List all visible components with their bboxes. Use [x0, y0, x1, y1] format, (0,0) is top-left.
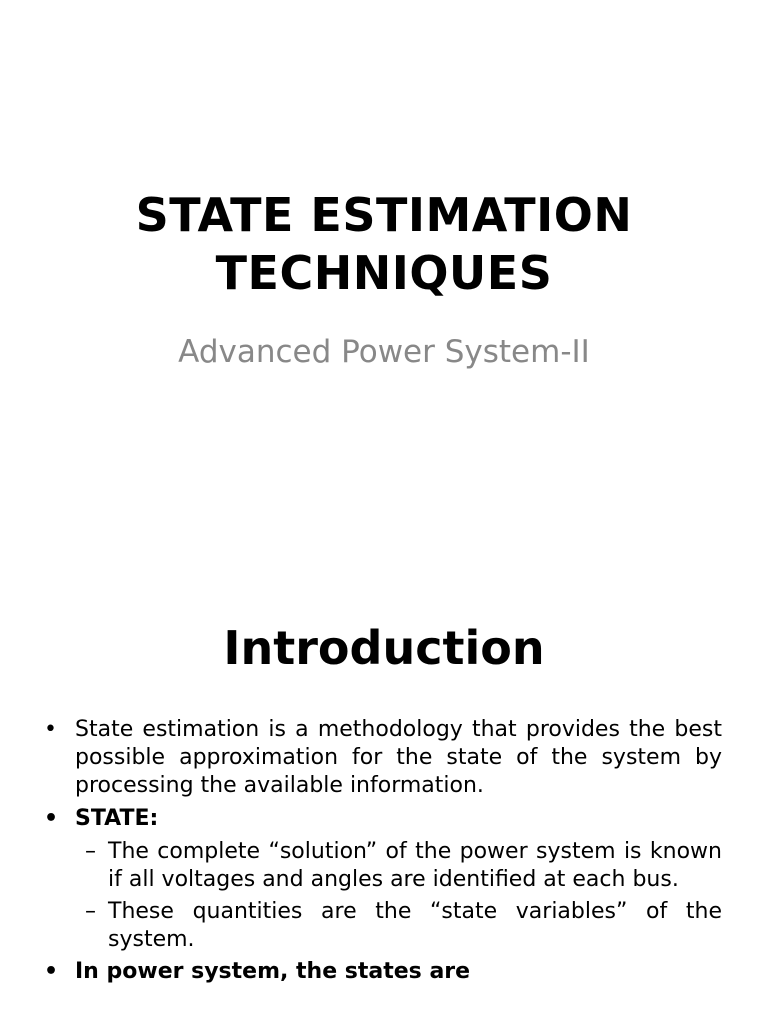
bullet-item: [44, 716, 722, 800]
presentation-subtitle: Advanced Power System-II: [178, 334, 590, 370]
bullet-text: STATE:: [75, 806, 159, 831]
sub-bullet-item: [44, 838, 722, 894]
sub-bullet-item: [44, 898, 722, 954]
bullet-text: In power system, the states are: [75, 959, 471, 984]
dash-marker: –: [85, 839, 96, 864]
bullet-item: [44, 958, 722, 986]
introduction-slide: [0, 576, 768, 1024]
presentation-title: STATE ESTIMATION TECHNIQUES: [135, 188, 633, 300]
bullet-text: The complete “solution” of the power system is known if all voltages and angles are identified at each bus.: [108, 839, 722, 892]
bullet-marker: •: [44, 717, 57, 742]
bullet-item: [44, 805, 722, 833]
bullet-marker: •: [44, 959, 59, 984]
bullet-text: State estimation is a methodology that provides the best possible approximation for the state of the system by processing the available information.: [75, 717, 722, 798]
bullet-marker: •: [44, 806, 59, 831]
bullet-text: These quantities are the “state variables” of the system.: [108, 899, 722, 952]
slide-title: Introduction: [223, 621, 545, 675]
dash-marker: –: [85, 899, 96, 924]
bullet-list: [44, 716, 722, 991]
